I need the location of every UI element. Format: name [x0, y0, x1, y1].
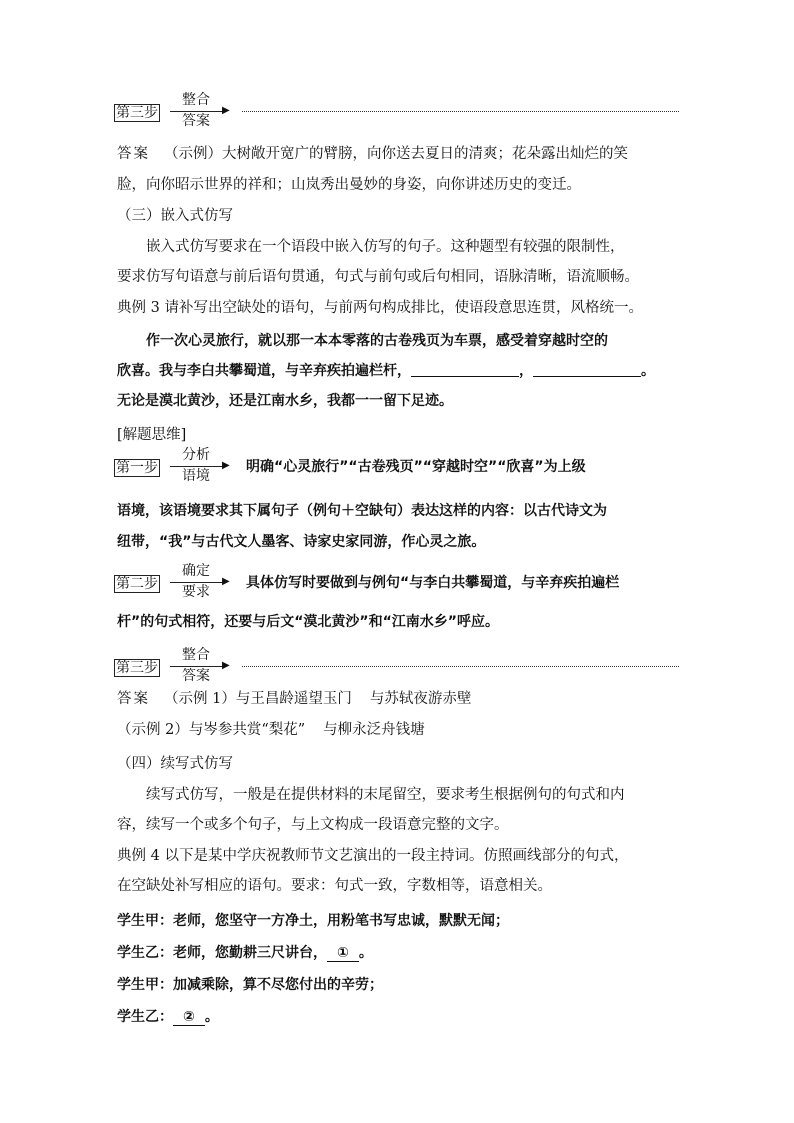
- step-one-body: [117, 496, 679, 557]
- step-text-cont: 语境，该语境要求其下属句子（例句＋空缺句）表达这样的内容：以古代诗文为: [117, 503, 607, 519]
- section-four: [117, 749, 679, 902]
- paragraph-line: 嵌入式仿写要求在一个语段中嵌入仿写的句子。这种题型有较强的限制性，: [146, 238, 625, 255]
- answer-example: （示例 2）与岑参共赏“梨花”: [117, 721, 306, 738]
- section-heading: （三）嵌入式仿写: [117, 208, 233, 224]
- answer-label: 答案: [117, 691, 150, 707]
- dialogue-line: 学生甲：老师，您坚守一方净土，用粉笔书写忠诚，默默无闻；: [117, 913, 509, 929]
- step-text-cont: 纽带，“我”与古代文人墨客、诗家史家同游，作心灵之旅。: [117, 533, 486, 550]
- arrow-right-icon: ▶: [222, 660, 230, 671]
- section-heading: （四）续写式仿写: [117, 756, 233, 772]
- dialogue-block: [117, 905, 679, 1033]
- example-prompt: 在空缺处补写相应的语句。要求：句式一致，字数相等，语意相关。: [117, 878, 552, 894]
- answer-block-2: [117, 684, 679, 745]
- step-text: 明确“心灵旅行”“古卷残页”“穿越时空”“欣喜”为上级: [246, 459, 586, 475]
- punctuation: 。: [204, 1009, 219, 1025]
- step-bottom-label: 语境: [182, 468, 210, 484]
- arrow-right-icon: ▶: [222, 105, 230, 116]
- paragraph-line: 容，续写一个或多个句子，与上文构成一段语意完整的文字。: [117, 817, 509, 833]
- step-three-marker: [114, 648, 679, 688]
- punctuation: 。: [641, 363, 655, 379]
- answer-example: （示例 1）与王昌龄遥望玉门: [164, 691, 352, 707]
- answer-blank-1[interactable]: ①: [327, 945, 359, 962]
- punctuation: 。: [358, 945, 373, 961]
- dialogue-line: 学生乙：: [117, 1009, 173, 1025]
- answer-example: 与柳永泛舟钱塘: [323, 721, 425, 738]
- thinking-label: [解题思维]: [117, 427, 187, 443]
- step-top-label: 分析: [182, 447, 210, 463]
- answer-text: （示例）大树敞开宽广的臂膀，向你送去夏日的清爽；花朵露出灿烂的笑: [164, 146, 628, 162]
- passage-line: 欣喜。我与李白共攀蜀道，与辛弃疾拍遍栏杆，: [117, 363, 411, 379]
- step-top-label: 确定: [182, 563, 210, 579]
- dotted-answer-line: [242, 111, 679, 112]
- punctuation: ，: [519, 363, 533, 379]
- step-label-box: 第三步: [116, 660, 158, 676]
- arrow-right-icon: ▶: [222, 576, 230, 587]
- answer-blank[interactable]: [411, 362, 519, 377]
- example-passage: [117, 326, 679, 416]
- step-label-box: 第三步: [116, 105, 158, 121]
- dialogue-line: 学生甲：加减乘除，算不尽您付出的辛劳；: [117, 977, 383, 993]
- step-top-label: 整合: [182, 92, 210, 108]
- section-three: [117, 201, 679, 323]
- example-prompt: 典例 3 请补写出空缺处的语句，与前两句构成排比，使语段意思连贯，风格统一。: [117, 299, 643, 316]
- answer-example: 与苏轼夜游赤壁: [369, 691, 472, 707]
- answer-block-1: [117, 139, 679, 200]
- step-bottom-label: 答案: [182, 113, 210, 129]
- paragraph-line: 续写式仿写，一般是在提供材料的末尾留空，要求考生根据例句的句式和内: [146, 786, 625, 803]
- answer-text-cont: 脸，向你昭示世界的祥和；山岚秀出曼妙的身姿，向你讲述历史的变迁。: [117, 176, 581, 193]
- step-bottom-label: 要求: [182, 584, 210, 600]
- answer-blank[interactable]: [533, 362, 641, 377]
- step-one-marker: [114, 448, 679, 488]
- answer-blank-2[interactable]: ②: [173, 1009, 205, 1026]
- paragraph-line: 要求仿写句语意与前后语句贯通，句式与前句或后句相同，语脉清晰，语流顺畅。: [117, 269, 639, 285]
- step-text: 具体仿写时要做到与例句“与李白共攀蜀道，与辛弃疾拍遍栏: [246, 575, 620, 591]
- step-two-marker: [114, 564, 679, 604]
- dialogue-line: 学生乙：老师，您勤耕三尺讲台，: [117, 945, 327, 961]
- arrow-right-icon: ▶: [222, 460, 230, 471]
- passage-line: 作一次心灵旅行，就以那一本本零落的古卷残页为车票，感受着穿越时空的: [146, 333, 608, 349]
- step-label-box: 第一步: [116, 460, 158, 476]
- step-bottom-label: 答案: [182, 668, 210, 684]
- step-label-box: 第二步: [116, 576, 158, 592]
- answer-label: 答案: [117, 146, 150, 162]
- step-three-marker: [114, 93, 679, 133]
- dotted-answer-line: [242, 666, 679, 667]
- example-prompt: 典例 4 以下是某中学庆祝教师节文艺演出的一段主持词。仿照画线部分的句式，: [117, 847, 629, 864]
- step-two-body: 杆”的句式相符，还要与后文“漠北黄沙”和“江南水乡”呼应。: [117, 614, 500, 630]
- passage-line: 无论是漠北黄沙，还是江南水乡，我都一一留下足迹。: [117, 393, 453, 409]
- step-top-label: 整合: [182, 647, 210, 663]
